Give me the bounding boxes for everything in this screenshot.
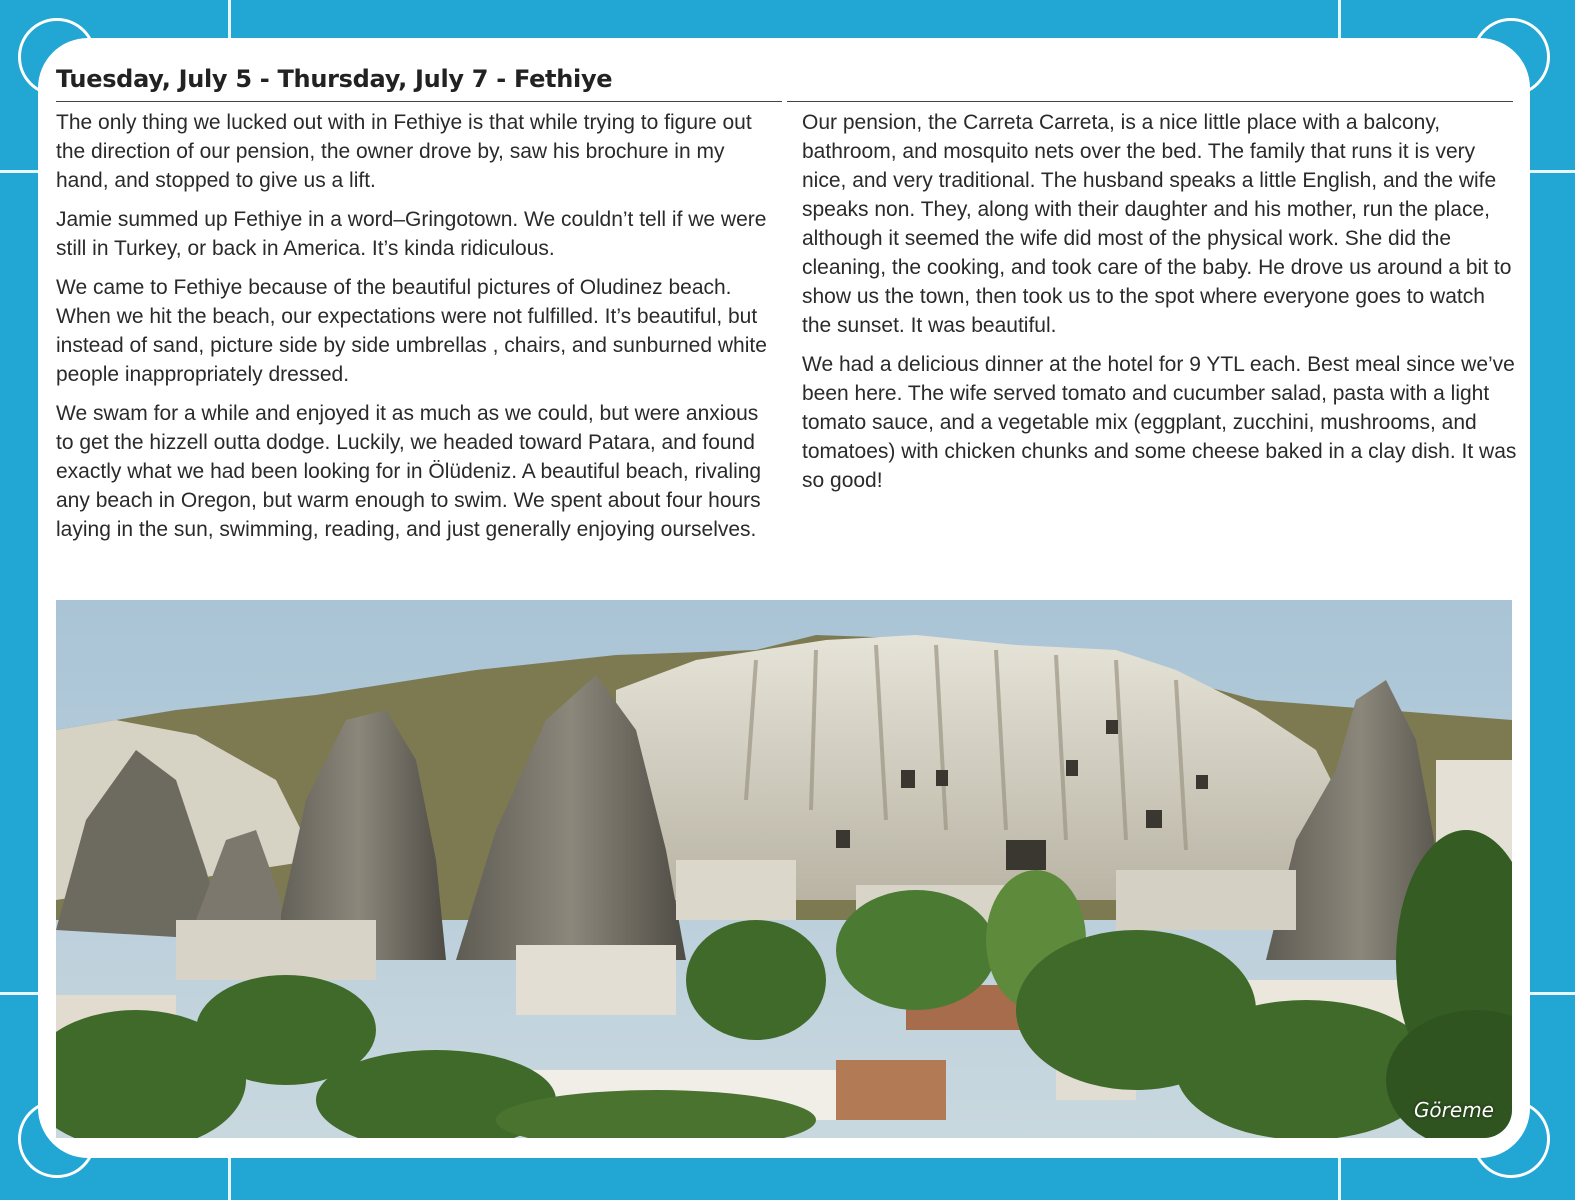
- left-column: [56, 108, 776, 554]
- frame-line: [0, 992, 38, 995]
- paragraph: We swam for a while and enjoyed it as much as we could, but were anxious to get the hizzell outta dodge. Luckily, we headed toward Patara, and found exactly what we had been looking for in Ölüdeniz. A beautiful beach, rivaling any beach in Oregon, but warm enough to swim. We spent about four hours laying in the sun, swimming, reading, and just generally enjoying ourselves.: [56, 402, 762, 541]
- page-card: [38, 38, 1530, 1158]
- paragraph: We came to Fethiye because of the beautiful pictures of Oludinez beach. When we hit the beach, our expectations were not fulfilled. It’s beautiful, but instead of sand, picture side by side umbrellas , chairs, and sunburned white people inappropriately dressed.: [56, 276, 767, 386]
- frame-line: [1338, 0, 1341, 38]
- paragraph: Our pension, the Carreta Carreta, is a nice little place with a balcony, bathroom, and mosquito nets over the bed. The family that runs it is very nice, and very traditional. The husband speaks a little English, and the wife speaks non. They, along with their daughter and his mother, run the place, although it seemed the wife did most of the physical work. She did the cleaning, the cooking, and took care of the baby. He drove us around a bit to show us the town, then took us to the spot where everyone goes to watch the sunset. It was beautiful.: [802, 111, 1512, 337]
- title-rule-right: [787, 101, 1513, 102]
- frame-line: [1338, 1158, 1341, 1200]
- paragraph: We had a delicious dinner at the hotel for 9 YTL each. Best meal since we’ve been here. The wife served tomato and cucumber salad, pasta with a light tomato sauce, and a vegetable mix (eggplant, zucchini, mushrooms, and tomatoes) with chicken chunks and some cheese baked in a clay dish. It was so good!: [802, 353, 1517, 492]
- goreme-landscape-illustration: [56, 600, 1512, 1138]
- paragraph: The only thing we lucked out with in Fethiye is that while trying to figure out the direction of our pension, the owner drove by, saw his brochure in my hand, and stopped to give us a lift.: [56, 111, 752, 192]
- frame-line: [0, 170, 38, 173]
- frame-line: [1530, 170, 1575, 173]
- frame-line: [1530, 992, 1575, 995]
- right-column: [802, 108, 1517, 505]
- landscape-photo: [56, 600, 1512, 1138]
- photo-caption: Göreme: [1413, 1098, 1494, 1122]
- frame-line: [228, 0, 231, 38]
- title-rule-left: [56, 101, 782, 102]
- page-title: Tuesday, July 5 - Thursday, July 7 - Fethiye: [56, 65, 613, 93]
- paragraph: Jamie summed up Fethiye in a word–Gringotown. We couldn’t tell if we were still in Turkey, or back in America. It’s kinda ridiculous.: [56, 208, 767, 260]
- frame-line: [228, 1158, 231, 1200]
